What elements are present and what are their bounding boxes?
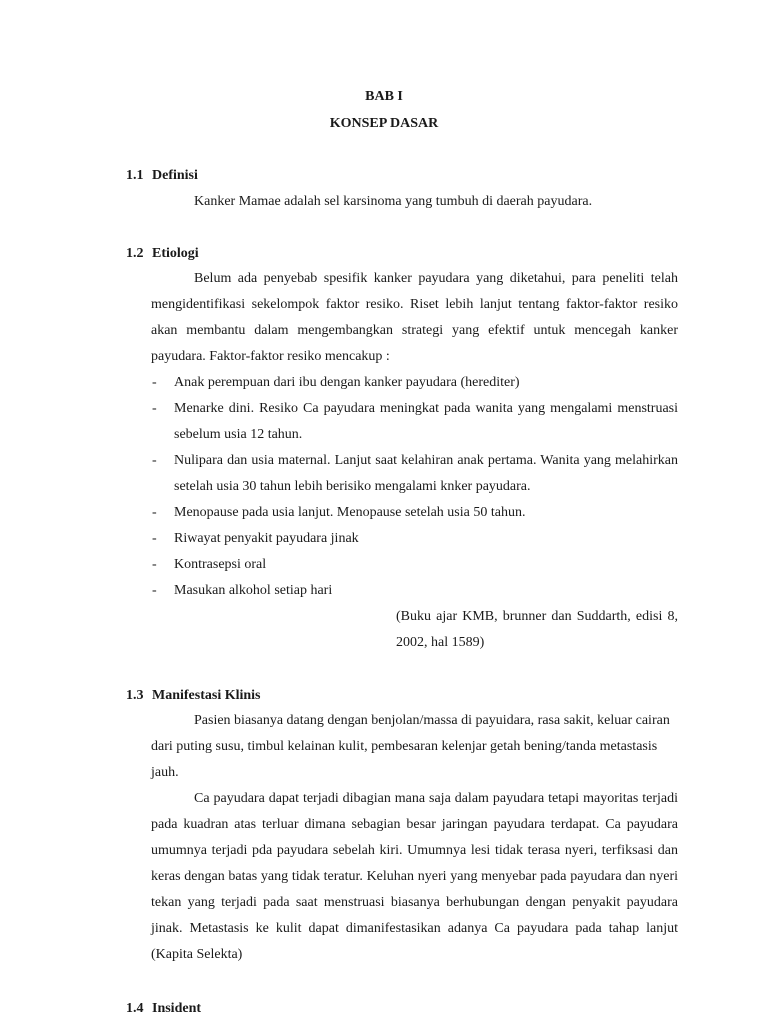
section-heading-etiologi xyxy=(126,246,199,262)
section-heading-manifestasi xyxy=(126,688,261,704)
section-title: Etiologi xyxy=(152,246,199,261)
section-number: 1.1 xyxy=(126,168,144,183)
citation: (Buku ajar KMB, brunner dan Suddarth, edisi 8, 2002, hal 1589) xyxy=(396,609,678,650)
list-item-text: Menopause pada usia lanjut. Menopause setelah usia 50 tahun. xyxy=(174,505,526,520)
list-bullet: - xyxy=(152,531,157,546)
list-bullet: - xyxy=(152,453,157,468)
chapter-title: KONSEP DASAR xyxy=(329,116,439,131)
manifestasi-paragraph-1: Pasien biasanya datang dengan benjolan/massa di payuidara, rasa sakit, keluar cairan dari puting susu, timbul kelainan kulit, pembesaran kelenjar getah bening/tanda metastasis jauh. xyxy=(151,713,670,780)
section-number: 1.2 xyxy=(126,246,144,261)
list-item xyxy=(151,578,678,604)
list-item-text: Kontrasepsi oral xyxy=(174,557,267,572)
section-title: Definisi xyxy=(152,168,198,183)
section-heading-insident xyxy=(126,1001,201,1017)
section-title: Insident xyxy=(152,1001,202,1016)
section-number: 1.4 xyxy=(126,1001,144,1016)
manifestasi-paragraph-2: Ca payudara dapat terjadi dibagian mana saja dalam payudara tetapi mayoritas terjadi pada kuadran atas terluar dimana sebagian besar jaringan payudara terdapat. Ca payudara umumnya terjadi pda payudara sebelah kiri. Umumnya lesi tidak terasa nyeri, terfiksasi dan keras dengan batas yang tidak teratur. Keluhan nyeri yang menyebar pada payudara dan nyeri tekan yang terjadi pada saat menstruasi biasanya berhubungan dengan penyakit payudara jinak. Metastasis ke kulit dapat dimanifestasikan adanya Ca payudara pada tahap lanjut (Kapita Selekta) xyxy=(151,791,678,962)
list-item-text: Menarke dini. Resiko Ca payudara meningkat pada wanita yang mengalami menstruasi sebelum usia 12 tahun. xyxy=(174,401,678,442)
section-title: Manifestasi Klinis xyxy=(152,688,261,703)
list-bullet: - xyxy=(152,401,157,416)
list-item-text: Riwayat penyakit payudara jinak xyxy=(174,531,359,546)
list-item-text: Anak perempuan dari ibu dengan kanker payudara (herediter) xyxy=(174,375,520,390)
risk-factor-list xyxy=(151,370,678,604)
list-item xyxy=(151,552,678,578)
list-item xyxy=(151,526,678,552)
list-bullet: - xyxy=(152,583,157,598)
list-bullet: - xyxy=(152,505,157,520)
list-item-text: Nulipara dan usia maternal. Lanjut saat kelahiran anak pertama. Wanita yang melahirkan setelah usia 30 tahun lebih berisiko mengalami knker payudara. xyxy=(174,453,678,494)
section-number: 1.3 xyxy=(126,688,144,703)
list-item-text: Masukan alkohol setiap hari xyxy=(174,583,333,598)
list-bullet: - xyxy=(152,375,157,390)
list-item xyxy=(151,448,678,500)
list-item xyxy=(151,500,678,526)
list-bullet: - xyxy=(152,557,157,572)
list-item xyxy=(151,396,678,448)
section-heading-definisi xyxy=(126,168,198,184)
list-item xyxy=(151,370,678,396)
chapter-label: BAB I xyxy=(365,89,403,104)
definisi-paragraph: Kanker Mamae adalah sel karsinoma yang tumbuh di daerah payudara. xyxy=(194,194,593,209)
etiologi-paragraph: Belum ada penyebab spesifik kanker payudara yang diketahui, para peneliti telah mengidentifikasi sekelompok faktor resiko. Riset lebih lanjut tentang faktor-faktor resiko akan membantu dalam mengembangkan strategi yang efektif untuk mencegah kanker payudara. Faktor-faktor resiko mencakup : xyxy=(151,271,678,364)
